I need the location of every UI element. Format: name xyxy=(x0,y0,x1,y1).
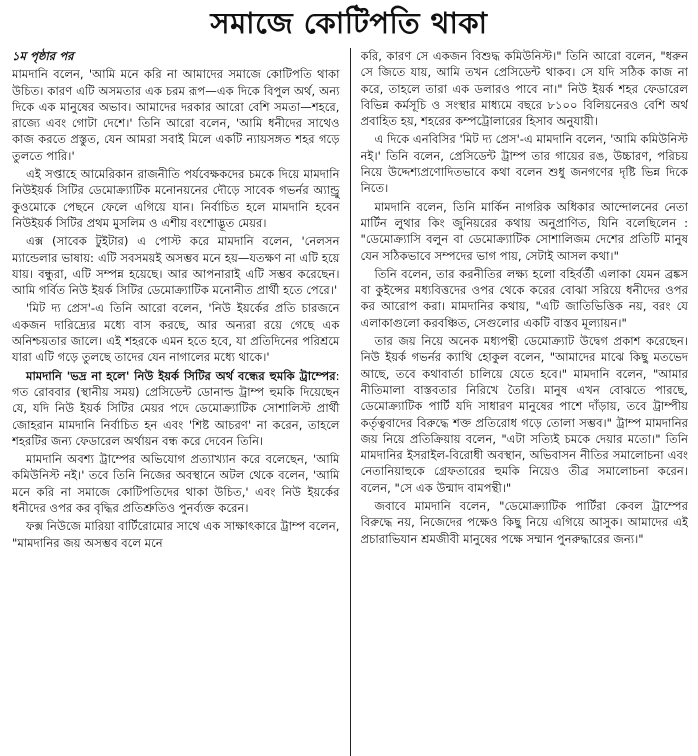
paragraph: 'মিট দ্য প্রেস'-এ তিনি আরো বলেন, 'নিউ ইয়র্কের প্রতি চারজনে একজন দারিদ্র্যের মধ্যে বাস করছে, আর অন্যরা রয়ে গেছে এক অনিশ্চয়তার জালে। এই শহরকে এমন হতে হবে, যা প্রতিদিনের পরিশ্রমে যারা এটি গড়ে তুলছে তাদের যেন নাগালের মধ্যে থাকে।' xyxy=(12,301,340,365)
subhead: মামদানি 'ভদ্র না হলে' নিউ ইয়র্ক সিটির অর্থ বন্ধের হুমকি ট্রাম্পের xyxy=(26,368,336,383)
paragraph: এক্স (সাবেক টুইটার) এ পোস্ট করে মামদানি বলেন, 'নেলসন ম্যান্ডেলার ভাষায়: এটি সবসময়ই অসম্ভব মনে হয়—যতক্ষণ না এটি হয়ে যায়। বন্ধুরা, এটি সম্পন্ন হয়েছে। আর আপনারাই এটি সম্ভব করেছেন। আমি গর্বিত নিউ ইয়র্ক সিটির ডেমোক্র্যাটিক মনোনীত প্রার্থী হতে পেরে।' xyxy=(12,234,340,298)
paragraph: মামদানি বলেন, 'আমি মনে করি না আমাদের সমাজে কোটিপতি থাকা উচিত। কারণ এটি অসমতার এক চরম রূপ—এক দিকে বিপুল অর্থ, অন্য দিকে এক মানুষের অভাব। আমাদের দরকার আরো বেশি সমতা—শহরে, রাজ্যে এবং গোটা দেশে।' তিনি আরো বলেন, 'আমি ধনীদের সাথেও কাজ করতে প্রস্তুত, যেন আমরা সবাই মিলে একটি ন্যায়সঙ্গত শহর গড়ে তুলতে পারি।' xyxy=(12,67,340,163)
paragraph: জবাবে মামদানি বলেন, "ডেমোক্র্যাটিক পার্টিরা কেবল ট্রাম্পের বিরুদ্ধে নয়, নিজেদের পক্ষেও কিছু নিয়ে এগিয়ে আসুক। আমাদের এই প্রচারাভিযান শ্রমজীবী মানুষের পক্ষে সম্মান পুনরুদ্ধারের জন্য।" xyxy=(360,499,688,546)
paragraph xyxy=(12,48,340,64)
left-column xyxy=(12,48,340,756)
jump-label: ১ম পৃষ্ঠার পর xyxy=(12,49,74,63)
subhead-text: : গত রোববার (স্থানীয় সময়) প্রেসিডেন্ট ডোনাল্ড ট্রাম্প হুমকি দিয়েছেন যে, যদি নিউ ইয়র্ক সিটির মেয়র পদে ডেমোক্র্যাটিক সোশালিস্ট প্রার্থী জোহরান মামদানি নির্বাচিত হন এবং 'শিষ্ট আচরণ' না করেন, তাহলে শহরটির জন্য ফেডারেল অর্থায়ন বন্ধ করে দেবেন তিনি। xyxy=(12,368,340,448)
paragraph: তার জয় নিয়ে অনেক মধ্যপন্থী ডেমোক্র্যাট উদ্বেগ প্রকাশ করেছেন। নিউ ইয়র্ক গভর্নর ক্যাথি হোকুল বলেন, "আমাদের মাঝে কিছু মতভেদ আছে, তবে কথাবার্তা চালিয়ে যেতে হবে।" মামদানি বলেন, "আমার নীতিমালা বাস্তবতার নিরিখে তৈরি। মানুষ এখন বোঝতে পারছে, ডেমোক্র্যাটিক পার্টি যদি সাধারণ মানুষের পাশে দাঁড়ায়, তবে ট্রাম্পীয় কর্তৃত্ববাদের বিরুদ্ধে শক্ত প্রতিরোধ গড়ে তোলা সম্ভব।" ট্রাম্প মামদানির জয় নিয়ে প্রতিক্রিয়ায় বলেন, "এটা সত্যিই চমকে দেয়ার মতো।" তিনি মামদানির ইসরাইল-বিরোধী অবস্থান, অভিবাসন নীতির সমালোচনা এবং নেতানিয়াহুকে গ্রেফতারের হুমকি নিয়েও তীব্র সমালোচনা করেন। বলেন, "সে এক উন্মাদ বামপন্থী।" xyxy=(360,334,688,495)
paragraph: তিনি বলেন, তার করনীতির লক্ষ্য হলো বহির্বর্তী এলাকা যেমন ব্রঙ্কস বা কুইন্সের মধ্যবিত্তদের ওপর থেকে করের বোঝা সরিয়ে ধনীদের ওপর কর আরোপ করা। মামদানির কথায়, "এটি জাতিভিত্তিক নয়, বরং যে এলাকাগুলো করবঞ্চিত, সেগুলোর একটি বাস্তব মূল্যায়ন।" xyxy=(360,266,688,330)
paragraph: ফক্স নিউজে মারিয়া বার্টিরোমোর সাথে এক সাক্ষাৎকারে ট্রাম্প বলেন, "মামদানির জয় অসম্ভব বলে মনে xyxy=(12,519,340,550)
paragraph: এ দিকে এনবিসির 'মিট দ্য প্রেস'-এ মামদানি বলেন, 'আমি কমিউনিস্ট নই।' তিনি বলেন, প্রেসিডেন্ট ট্রাম্প তার গায়ের রঙ, উচ্চারণ, পরিচয় নিয়ে উদ্দেশ্যপ্রণোদিতভাবে কথা বলেন শুধু জনগণের দৃষ্টি ভিন্ন দিকে নিতে। xyxy=(360,132,688,196)
headline: সমাজে কোটিপতি থাকা xyxy=(210,6,488,40)
subhead-paragraph xyxy=(12,368,340,449)
paragraph: মামদানি বলেন, তিনি মার্কিন নাগরিক অধিকার আন্দোলনের নেতা মার্টিন লুথার কিং জুনিয়রের কথায় অনুপ্রাণিত, যিনি বলেছিলেন : "ডেমোক্র্যাসি বলুন বা ডেমোক্র্যাটিক সোশালিজম দেশের প্রতিটি মানুষ যেন সঠিকভাবে সম্পদের ভাগ পায়, সেটাই আসল কথা।" xyxy=(360,199,688,263)
paragraph: মামদানি অবশ্য ট্রাম্পের অভিযোগ প্রত্যাখ্যান করে বলেছেন, 'আমি কমিউনিস্ট নই।' তবে তিনি নিজের অবস্থানে অটল থেকে বলেন, 'আমি মনে করি না সমাজে কোটিপতিদের থাকা উচিত,' এবং নিউ ইয়র্কের ধনীদের ওপর কর বৃদ্ধির প্রতিশ্রুতিও পুনর্ব্যক্ত করেন। xyxy=(12,452,340,516)
paragraph: করি, কারণ সে একজন বিশুদ্ধ কমিউনিস্ট।" তিনি আরো বলেন, "ধরুন সে জিতে যায়, আমি তখন প্রেসিডেন্ট থাকব। সে যদি সঠিক কাজ না করে, তাহলে তারা এক ডলারও পাবে না।" নিউ ইয়র্ক শহর ফেডারেল বিভিন্ন কর্মসূচি ও সংস্থার মাধ্যমে বছরে ৮১০০ বিলিয়নেরও বেশি অর্থ প্রবাহিত হয়, শহরের কম্পট্রোলারের হিসাব অনুযায়ী। xyxy=(360,49,688,129)
article-columns xyxy=(12,48,688,756)
paragraph: এই সপ্তাহে আমেরিকান রাজনীতি পর্যবেক্ষকদের চমকে দিয়ে মামদানি নিউইয়র্ক সিটির ডেমোক্র্যাটিক মনোনয়নের দৌড়ে সাবেক গভর্নর অ্যান্ড্রু কুওমোকে পেছনে ফেলে এগিয়ে যান। নির্বাচিত হলে মামদানি হবেন নিউইয়র্ক সিটির প্রথম মুসলিম ও এশীয় বংশোদ্ভূত মেয়র। xyxy=(12,167,340,230)
column-divider xyxy=(350,48,351,756)
right-column xyxy=(361,48,689,756)
